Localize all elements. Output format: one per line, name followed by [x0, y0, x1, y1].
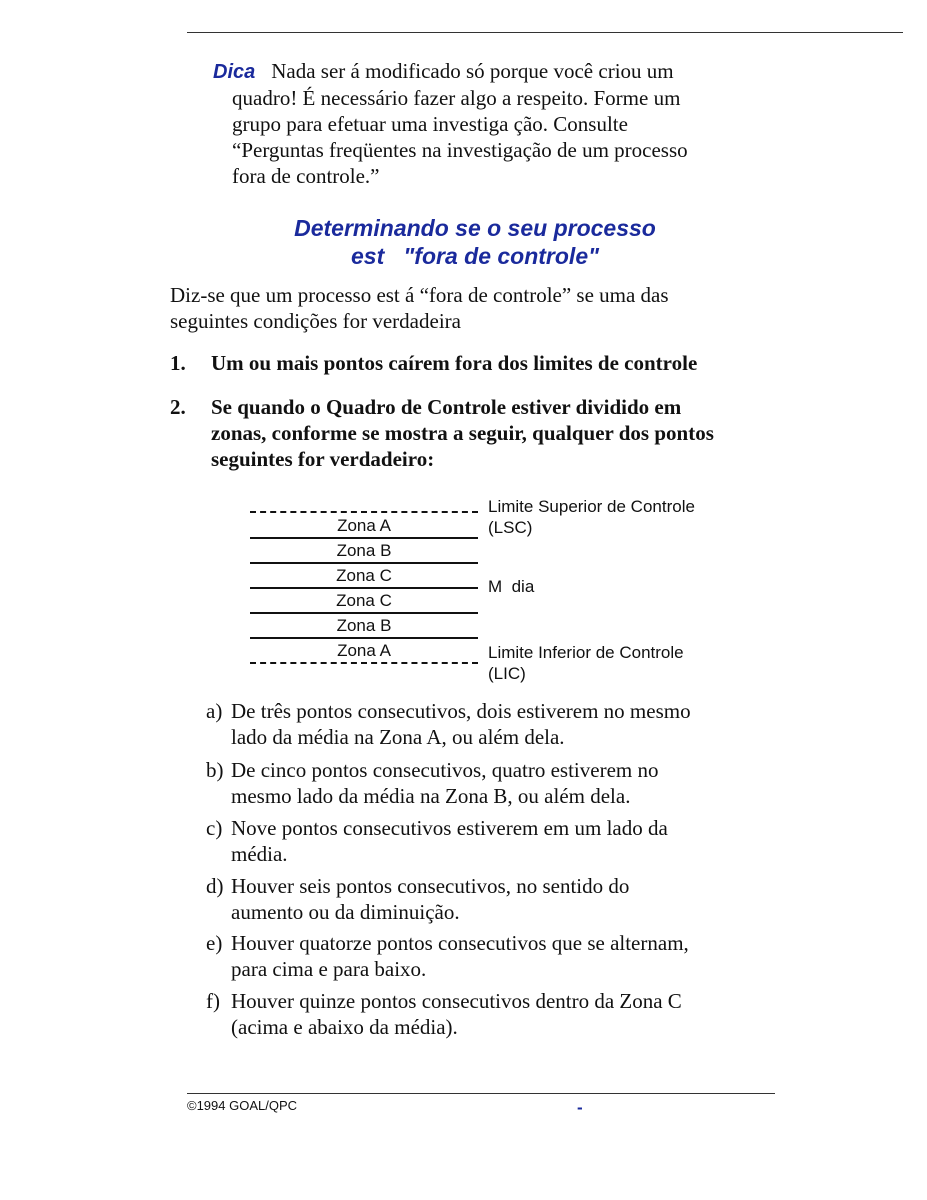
mean-label: M dia	[488, 577, 535, 596]
condition-line: Se quando o Quadro de Controle estiver dividido em	[211, 395, 682, 419]
item-letter: b)	[206, 758, 224, 782]
item-letter: e)	[206, 931, 223, 955]
zone-boundary-line	[250, 637, 478, 639]
zone-label: Zona B	[336, 616, 392, 635]
zone-label: Zona A	[337, 516, 391, 535]
tip-first-line	[213, 58, 793, 85]
zone-label: Zona A	[337, 641, 391, 660]
center-line	[250, 587, 478, 589]
item-letter: a)	[206, 699, 223, 723]
lower-limit-label	[488, 642, 684, 684]
heading-line: est "fora de controle"	[350, 243, 600, 269]
condition-number: 2.	[170, 395, 186, 419]
item-line: mesmo lado da média na Zona B, ou além dela.	[231, 784, 631, 808]
rule-item-c	[206, 815, 806, 867]
copyright-notice: ©1994 GOAL/QPC	[187, 1098, 298, 1113]
tip-line: grupo para efetuar uma investiga ção. Consulte	[232, 112, 628, 136]
zone-boundary-line	[250, 537, 478, 539]
control-zone-diagram	[250, 495, 750, 695]
condition-1	[170, 350, 820, 376]
tip-line: fora de controle.”	[232, 164, 380, 188]
condition-number: 1.	[170, 351, 186, 375]
lower-control-limit-line	[250, 662, 478, 664]
rule-item-d	[206, 873, 806, 925]
heading-line: Determinando se o seu processo	[294, 215, 656, 241]
zone-boundary-line	[250, 562, 478, 564]
item-line: De três pontos consecutivos, dois estiverem no mesmo	[231, 699, 691, 723]
condition-2	[170, 394, 820, 472]
rule-item-b	[206, 757, 806, 809]
rule-item-e	[206, 930, 806, 982]
upper-limit-abbr: (LSC)	[488, 518, 533, 537]
upper-limit-label	[488, 496, 695, 538]
intro-line: Diz-se que um processo est á “fora de controle” se uma das	[170, 283, 669, 307]
item-line: Houver seis pontos consecutivos, no sentido do	[231, 874, 630, 898]
lower-limit-abbr: (LIC)	[488, 664, 526, 683]
item-line: aumento ou da diminuição.	[231, 900, 460, 924]
footer-rule	[187, 1093, 775, 1094]
item-line: Nove pontos consecutivos estiverem em um lado da	[231, 816, 668, 840]
item-letter: f)	[206, 989, 220, 1013]
header-rule	[187, 32, 903, 33]
upper-limit-text: Limite Superior de Controle	[488, 497, 695, 516]
upper-control-limit-line	[250, 511, 478, 513]
tip-block	[213, 58, 793, 189]
zone-boundary-line	[250, 612, 478, 614]
item-line: lado da média na Zona A, ou além dela.	[231, 725, 565, 749]
item-line: Houver quinze pontos consecutivos dentro da Zona C	[231, 989, 682, 1013]
tip-line: “Perguntas freqüentes na investigação de um processo	[232, 138, 688, 162]
item-line: Houver quatorze pontos consecutivos que se alternam,	[231, 931, 689, 955]
rule-item-a	[206, 698, 806, 750]
intro-line: seguintes condições for verdadeira	[170, 309, 461, 333]
rule-item-f	[206, 988, 806, 1040]
tip-line: Nada ser á modificado só porque você criou um	[271, 59, 674, 83]
condition-line: Um ou mais pontos caírem fora dos limites de controle	[211, 351, 698, 375]
item-line: De cinco pontos consecutivos, quatro estiverem no	[231, 758, 659, 782]
intro-paragraph	[170, 282, 810, 334]
zone-label: Zona C	[336, 566, 392, 585]
page-number: -	[577, 1098, 583, 1117]
item-line: (acima e abaixo da média).	[231, 1015, 458, 1039]
zone-label: Zona C	[336, 591, 392, 610]
condition-line: zonas, conforme se mostra a seguir, qualquer dos pontos	[211, 421, 714, 445]
zone-label: Zona B	[336, 541, 392, 560]
item-line: para cima e para baixo.	[231, 957, 427, 981]
item-letter: c)	[206, 816, 223, 840]
lower-limit-text: Limite Inferior de Controle	[488, 643, 684, 662]
condition-line: seguintes for verdadeiro:	[211, 447, 435, 471]
item-line: média.	[231, 842, 288, 866]
section-heading	[187, 214, 763, 270]
tip-label: Dica	[213, 61, 256, 83]
tip-line: quadro! É necessário fazer algo a respeito. Forme um	[232, 86, 681, 110]
item-letter: d)	[206, 874, 224, 898]
